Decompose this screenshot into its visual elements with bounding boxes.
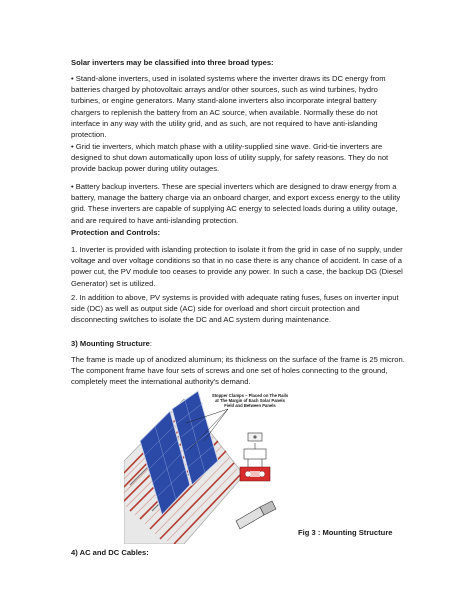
protection-item-1: 1. Inverter is provided with islanding protection to isolate it from the grid in case of no supply, under voltage and over voltage conditions so that in no case there is any chance of accident. In case of a power cut, the PV module too ceases to provide any power. In such a case, the backup DG (Diesel Generator) set is utilized. [71, 245, 403, 288]
bolt-detail [236, 501, 276, 529]
clamp-detail [240, 433, 270, 481]
mounting-structure-figure [124, 389, 296, 544]
mounting-body: The frame is made up of anodized aluminum; its thickness on the surface of the frame is 25 micron. The component frame have four sets of screws and one set of holes connecting to the ground, completely meet the international authority's demand. [71, 355, 405, 387]
figure-annotation-line-2: at The Margin of Each Solar Panels [215, 398, 285, 403]
bullet-standalone: • Stand-alone inverters, used in isolated systems where the inverter draws its DC energy from batteries charged by photovoltaic arrays and/or other sources, such as wind turbines, hydro turbines, or engine generators. Many stand-alone inverters also incorporate integral battery chargers to replenish the battery from an AC source, when available. Normally these do not interface in any way with the utility grid, and as such, are not required to have anti-islanding protection. [71, 74, 386, 140]
inverter-types-heading: Solar inverters may be classified into three broad types: [71, 58, 274, 67]
bullet-grid-tie: • Grid tie inverters, which match phase with a utility-supplied sine wave. Grid-tie inverters are designed to shut down automatically upon loss of utility supply, for safety reasons. They do not provide backup power during utility outages. [71, 142, 389, 174]
mounting-heading-text: 3) Mounting Structure [71, 339, 150, 348]
section-4-heading: 4) AC and DC Cables: [71, 548, 149, 557]
protection-item-2: 2. In addition to above, PV systems is provided with adequate rating fuses, fuses on inverter input side (DC) as well as output side (AC) side for overload and short circuit protection and disconnecting switches to isolate the DC and AC system during maintenance. [71, 293, 399, 325]
mounting-heading [71, 338, 406, 349]
figure-annotation-line-3: Field and Between Panels [224, 403, 276, 408]
mounting-heading-colon: : [149, 339, 153, 348]
bullet-battery-backup: • Battery backup inverters. These are special inverters which are designed to draw energy from a battery, manage the battery charge via an onboard charger, and export excess energy to the utility grid. These inverters are capable of supplying AC energy to selected loads during a utility outage, and are required to have anti-islanding protection. [71, 182, 401, 225]
figure-annotation: Stopper Clamps – Placed on The Rails [211, 393, 289, 398]
figure-caption: Fig 3 : Mounting Structure [298, 528, 393, 537]
protection-heading: Protection and Controls: [71, 228, 161, 237]
mounting-structure-illustration [124, 389, 296, 544]
